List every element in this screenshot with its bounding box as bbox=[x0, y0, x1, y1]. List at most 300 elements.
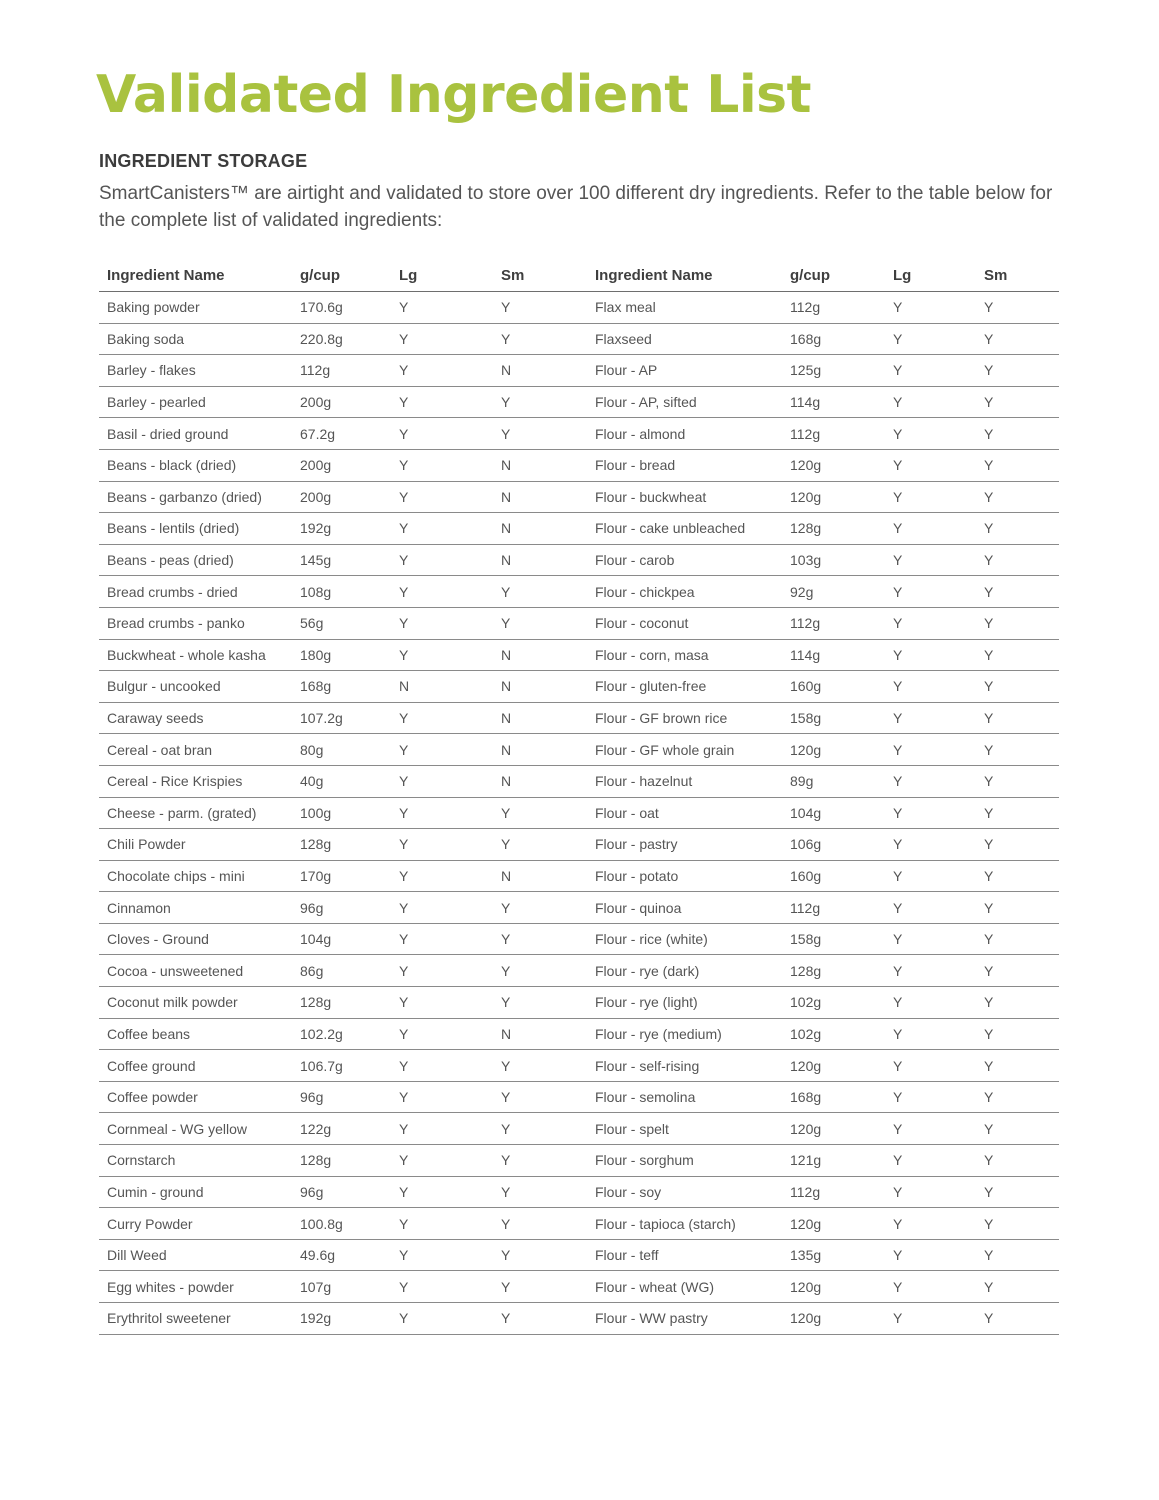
table-row bbox=[99, 955, 1059, 987]
ingredient-name-cell: Flour - GF whole grain bbox=[587, 734, 782, 766]
small-canister-cell: Y bbox=[976, 513, 1059, 545]
large-canister-cell: Y bbox=[885, 923, 976, 955]
ingredient-name-cell: Cornmeal - WG yellow bbox=[99, 1113, 292, 1145]
small-canister-cell: Y bbox=[493, 987, 587, 1019]
table-row bbox=[99, 576, 1059, 608]
grams-per-cup-cell: 200g bbox=[292, 386, 391, 418]
large-canister-cell: Y bbox=[391, 544, 493, 576]
ingredient-name-cell: Flour - almond bbox=[587, 418, 782, 450]
small-canister-cell: N bbox=[493, 734, 587, 766]
grams-per-cup-cell: 120g bbox=[782, 1208, 885, 1240]
small-canister-cell: N bbox=[493, 860, 587, 892]
header-ingredient-name: Ingredient Name bbox=[99, 260, 292, 292]
ingredient-name-cell: Dill Weed bbox=[99, 1239, 292, 1271]
small-canister-cell: Y bbox=[976, 576, 1059, 608]
large-canister-cell: Y bbox=[885, 386, 976, 418]
large-canister-cell: Y bbox=[885, 1239, 976, 1271]
grams-per-cup-cell: 100g bbox=[292, 797, 391, 829]
grams-per-cup-cell: 168g bbox=[782, 1081, 885, 1113]
ingredient-name-cell: Flour - cake unbleached bbox=[587, 513, 782, 545]
small-canister-cell: Y bbox=[493, 607, 587, 639]
large-canister-cell: Y bbox=[885, 355, 976, 387]
table-row bbox=[99, 829, 1059, 861]
table-row bbox=[99, 323, 1059, 355]
large-canister-cell: Y bbox=[885, 607, 976, 639]
grams-per-cup-cell: 200g bbox=[292, 481, 391, 513]
ingredient-name-cell: Cinnamon bbox=[99, 892, 292, 924]
small-canister-cell: Y bbox=[976, 639, 1059, 671]
large-canister-cell: Y bbox=[885, 1145, 976, 1177]
large-canister-cell: Y bbox=[391, 1018, 493, 1050]
small-canister-cell: N bbox=[493, 481, 587, 513]
large-canister-cell: Y bbox=[885, 1176, 976, 1208]
grams-per-cup-cell: 106.7g bbox=[292, 1050, 391, 1082]
large-canister-cell: Y bbox=[885, 1018, 976, 1050]
table-row bbox=[99, 702, 1059, 734]
ingredient-name-cell: Flour - buckwheat bbox=[587, 481, 782, 513]
small-canister-cell: Y bbox=[976, 987, 1059, 1019]
ingredient-name-cell: Bread crumbs - panko bbox=[99, 607, 292, 639]
grams-per-cup-cell: 158g bbox=[782, 923, 885, 955]
ingredient-name-cell: Coffee powder bbox=[99, 1081, 292, 1113]
small-canister-cell: N bbox=[493, 449, 587, 481]
large-canister-cell: Y bbox=[885, 513, 976, 545]
large-canister-cell: Y bbox=[885, 323, 976, 355]
table-row bbox=[99, 639, 1059, 671]
grams-per-cup-cell: 170.6g bbox=[292, 292, 391, 324]
ingredient-name-cell: Flour - chickpea bbox=[587, 576, 782, 608]
grams-per-cup-cell: 112g bbox=[782, 607, 885, 639]
large-canister-cell: Y bbox=[885, 955, 976, 987]
grams-per-cup-cell: 200g bbox=[292, 449, 391, 481]
table-row bbox=[99, 923, 1059, 955]
header-small: Sm bbox=[493, 260, 587, 292]
small-canister-cell: Y bbox=[493, 923, 587, 955]
large-canister-cell: Y bbox=[391, 860, 493, 892]
header-large: Lg bbox=[391, 260, 493, 292]
ingredient-name-cell: Flour - potato bbox=[587, 860, 782, 892]
small-canister-cell: Y bbox=[493, 1113, 587, 1145]
grams-per-cup-cell: 112g bbox=[292, 355, 391, 387]
large-canister-cell: Y bbox=[885, 765, 976, 797]
ingredient-name-cell: Flour - rye (dark) bbox=[587, 955, 782, 987]
small-canister-cell: Y bbox=[493, 1176, 587, 1208]
small-canister-cell: Y bbox=[976, 671, 1059, 703]
large-canister-cell: Y bbox=[885, 797, 976, 829]
small-canister-cell: Y bbox=[976, 1018, 1059, 1050]
grams-per-cup-cell: 40g bbox=[292, 765, 391, 797]
page-title: Validated Ingredient List bbox=[96, 65, 811, 125]
small-canister-cell: Y bbox=[493, 797, 587, 829]
large-canister-cell: Y bbox=[885, 481, 976, 513]
small-canister-cell: N bbox=[493, 355, 587, 387]
ingredient-name-cell: Baking soda bbox=[99, 323, 292, 355]
header-ingredient-name: Ingredient Name bbox=[587, 260, 782, 292]
small-canister-cell: Y bbox=[976, 829, 1059, 861]
ingredient-name-cell: Beans - black (dried) bbox=[99, 449, 292, 481]
ingredient-name-cell: Bread crumbs - dried bbox=[99, 576, 292, 608]
ingredient-name-cell: Cheese - parm. (grated) bbox=[99, 797, 292, 829]
ingredient-name-cell: Chocolate chips - mini bbox=[99, 860, 292, 892]
large-canister-cell: Y bbox=[391, 955, 493, 987]
grams-per-cup-cell: 104g bbox=[782, 797, 885, 829]
grams-per-cup-cell: 168g bbox=[782, 323, 885, 355]
grams-per-cup-cell: 121g bbox=[782, 1145, 885, 1177]
table-row bbox=[99, 386, 1059, 418]
small-canister-cell: Y bbox=[976, 702, 1059, 734]
ingredient-table bbox=[99, 260, 1059, 1335]
grams-per-cup-cell: 112g bbox=[782, 892, 885, 924]
ingredient-name-cell: Cocoa - unsweetened bbox=[99, 955, 292, 987]
large-canister-cell: Y bbox=[885, 544, 976, 576]
ingredient-name-cell: Flour - hazelnut bbox=[587, 765, 782, 797]
large-canister-cell: Y bbox=[391, 1113, 493, 1145]
grams-per-cup-cell: 49.6g bbox=[292, 1239, 391, 1271]
grams-per-cup-cell: 114g bbox=[782, 639, 885, 671]
small-canister-cell: N bbox=[493, 544, 587, 576]
grams-per-cup-cell: 160g bbox=[782, 671, 885, 703]
large-canister-cell: Y bbox=[391, 1145, 493, 1177]
large-canister-cell: Y bbox=[885, 987, 976, 1019]
grams-per-cup-cell: 120g bbox=[782, 734, 885, 766]
large-canister-cell: Y bbox=[391, 292, 493, 324]
small-canister-cell: Y bbox=[976, 418, 1059, 450]
table-row bbox=[99, 1113, 1059, 1145]
ingredient-name-cell: Flour - bread bbox=[587, 449, 782, 481]
small-canister-cell: Y bbox=[976, 607, 1059, 639]
small-canister-cell: Y bbox=[976, 765, 1059, 797]
small-canister-cell: N bbox=[493, 513, 587, 545]
ingredient-name-cell: Flour - rice (white) bbox=[587, 923, 782, 955]
ingredient-name-cell: Flour - coconut bbox=[587, 607, 782, 639]
grams-per-cup-cell: 102g bbox=[782, 1018, 885, 1050]
large-canister-cell: Y bbox=[391, 923, 493, 955]
small-canister-cell: Y bbox=[493, 323, 587, 355]
ingredient-name-cell: Flour - tapioca (starch) bbox=[587, 1208, 782, 1240]
small-canister-cell: Y bbox=[493, 1208, 587, 1240]
ingredient-name-cell: Chili Powder bbox=[99, 829, 292, 861]
large-canister-cell: Y bbox=[391, 323, 493, 355]
table-row bbox=[99, 1239, 1059, 1271]
ingredient-name-cell: Flaxseed bbox=[587, 323, 782, 355]
large-canister-cell: Y bbox=[885, 702, 976, 734]
table-row bbox=[99, 892, 1059, 924]
grams-per-cup-cell: 107g bbox=[292, 1271, 391, 1303]
small-canister-cell: N bbox=[493, 671, 587, 703]
small-canister-cell: Y bbox=[493, 576, 587, 608]
small-canister-cell: Y bbox=[493, 1145, 587, 1177]
grams-per-cup-cell: 180g bbox=[292, 639, 391, 671]
large-canister-cell: Y bbox=[885, 1050, 976, 1082]
table-row bbox=[99, 1176, 1059, 1208]
ingredient-name-cell: Flour - semolina bbox=[587, 1081, 782, 1113]
table-row bbox=[99, 481, 1059, 513]
large-canister-cell: Y bbox=[391, 418, 493, 450]
ingredient-name-cell: Caraway seeds bbox=[99, 702, 292, 734]
ingredient-name-cell: Flour - teff bbox=[587, 1239, 782, 1271]
ingredient-name-cell: Flour - WW pastry bbox=[587, 1303, 782, 1335]
large-canister-cell: Y bbox=[885, 1113, 976, 1145]
grams-per-cup-cell: 112g bbox=[782, 292, 885, 324]
ingredient-name-cell: Barley - flakes bbox=[99, 355, 292, 387]
table-row bbox=[99, 292, 1059, 324]
header-row bbox=[99, 260, 1059, 292]
small-canister-cell: Y bbox=[493, 1081, 587, 1113]
grams-per-cup-cell: 128g bbox=[782, 513, 885, 545]
small-canister-cell: Y bbox=[493, 386, 587, 418]
small-canister-cell: Y bbox=[976, 1113, 1059, 1145]
large-canister-cell: Y bbox=[391, 765, 493, 797]
small-canister-cell: Y bbox=[493, 892, 587, 924]
ingredient-name-cell: Beans - garbanzo (dried) bbox=[99, 481, 292, 513]
table-row bbox=[99, 513, 1059, 545]
ingredient-name-cell: Cloves - Ground bbox=[99, 923, 292, 955]
ingredient-name-cell: Flour - AP, sifted bbox=[587, 386, 782, 418]
small-canister-cell: Y bbox=[976, 481, 1059, 513]
grams-per-cup-cell: 102.2g bbox=[292, 1018, 391, 1050]
large-canister-cell: Y bbox=[391, 513, 493, 545]
small-canister-cell: Y bbox=[976, 355, 1059, 387]
small-canister-cell: Y bbox=[493, 1239, 587, 1271]
grams-per-cup-cell: 128g bbox=[292, 829, 391, 861]
ingredient-name-cell: Flour - AP bbox=[587, 355, 782, 387]
table-row bbox=[99, 987, 1059, 1019]
ingredient-name-cell: Beans - lentils (dried) bbox=[99, 513, 292, 545]
grams-per-cup-cell: 220.8g bbox=[292, 323, 391, 355]
small-canister-cell: Y bbox=[493, 418, 587, 450]
large-canister-cell: Y bbox=[391, 355, 493, 387]
large-canister-cell: Y bbox=[391, 734, 493, 766]
small-canister-cell: N bbox=[493, 1018, 587, 1050]
table-row bbox=[99, 418, 1059, 450]
ingredient-name-cell: Cereal - oat bran bbox=[99, 734, 292, 766]
grams-per-cup-cell: 96g bbox=[292, 1176, 391, 1208]
grams-per-cup-cell: 112g bbox=[782, 1176, 885, 1208]
ingredient-name-cell: Coffee ground bbox=[99, 1050, 292, 1082]
ingredient-name-cell: Flour - gluten-free bbox=[587, 671, 782, 703]
large-canister-cell: Y bbox=[885, 860, 976, 892]
small-canister-cell: Y bbox=[976, 797, 1059, 829]
ingredient-name-cell: Flour - GF brown rice bbox=[587, 702, 782, 734]
large-canister-cell: Y bbox=[391, 1208, 493, 1240]
table-row bbox=[99, 1018, 1059, 1050]
large-canister-cell: N bbox=[391, 671, 493, 703]
table-row bbox=[99, 860, 1059, 892]
small-canister-cell: Y bbox=[976, 1271, 1059, 1303]
grams-per-cup-cell: 96g bbox=[292, 892, 391, 924]
header-small: Sm bbox=[976, 260, 1059, 292]
ingredient-name-cell: Flour - sorghum bbox=[587, 1145, 782, 1177]
grams-per-cup-cell: 158g bbox=[782, 702, 885, 734]
small-canister-cell: Y bbox=[976, 544, 1059, 576]
intro-paragraph: SmartCanisters™ are airtight and validated to store over 100 different dry ingredients. Refer to the table below for the complete list of validated ingredients: bbox=[99, 183, 1053, 231]
large-canister-cell: Y bbox=[885, 449, 976, 481]
grams-per-cup-cell: 160g bbox=[782, 860, 885, 892]
large-canister-cell: Y bbox=[391, 639, 493, 671]
large-canister-cell: Y bbox=[391, 1271, 493, 1303]
large-canister-cell: Y bbox=[885, 1303, 976, 1335]
ingredient-name-cell: Erythritol sweetener bbox=[99, 1303, 292, 1335]
ingredient-name-cell: Flour - soy bbox=[587, 1176, 782, 1208]
grams-per-cup-cell: 103g bbox=[782, 544, 885, 576]
ingredient-name-cell: Basil - dried ground bbox=[99, 418, 292, 450]
small-canister-cell: Y bbox=[976, 292, 1059, 324]
table-row bbox=[99, 1271, 1059, 1303]
ingredient-name-cell: Coffee beans bbox=[99, 1018, 292, 1050]
small-canister-cell: Y bbox=[493, 829, 587, 861]
large-canister-cell: Y bbox=[885, 576, 976, 608]
small-canister-cell: Y bbox=[976, 923, 1059, 955]
ingredient-name-cell: Barley - pearled bbox=[99, 386, 292, 418]
grams-per-cup-cell: 128g bbox=[292, 1145, 391, 1177]
large-canister-cell: Y bbox=[391, 481, 493, 513]
ingredient-name-cell: Egg whites - powder bbox=[99, 1271, 292, 1303]
grams-per-cup-cell: 120g bbox=[782, 1303, 885, 1335]
grams-per-cup-cell: 89g bbox=[782, 765, 885, 797]
large-canister-cell: Y bbox=[885, 1271, 976, 1303]
grams-per-cup-cell: 104g bbox=[292, 923, 391, 955]
large-canister-cell: Y bbox=[391, 702, 493, 734]
ingredient-name-cell: Flour - quinoa bbox=[587, 892, 782, 924]
grams-per-cup-cell: 92g bbox=[782, 576, 885, 608]
small-canister-cell: N bbox=[493, 702, 587, 734]
grams-per-cup-cell: 67.2g bbox=[292, 418, 391, 450]
grams-per-cup-cell: 120g bbox=[782, 1271, 885, 1303]
ingredient-name-cell: Flour - pastry bbox=[587, 829, 782, 861]
small-canister-cell: N bbox=[493, 639, 587, 671]
table-row bbox=[99, 765, 1059, 797]
large-canister-cell: Y bbox=[391, 1050, 493, 1082]
table-row bbox=[99, 607, 1059, 639]
table-body bbox=[99, 292, 1059, 1335]
table-row bbox=[99, 1145, 1059, 1177]
table-row bbox=[99, 1081, 1059, 1113]
large-canister-cell: Y bbox=[391, 892, 493, 924]
grams-per-cup-cell: 120g bbox=[782, 1050, 885, 1082]
table-row bbox=[99, 544, 1059, 576]
grams-per-cup-cell: 120g bbox=[782, 481, 885, 513]
grams-per-cup-cell: 120g bbox=[782, 449, 885, 481]
small-canister-cell: Y bbox=[976, 1050, 1059, 1082]
large-canister-cell: Y bbox=[885, 734, 976, 766]
grams-per-cup-cell: 120g bbox=[782, 1113, 885, 1145]
small-canister-cell: Y bbox=[493, 292, 587, 324]
small-canister-cell: Y bbox=[976, 955, 1059, 987]
small-canister-cell: Y bbox=[976, 1176, 1059, 1208]
grams-per-cup-cell: 112g bbox=[782, 418, 885, 450]
ingredient-name-cell: Cornstarch bbox=[99, 1145, 292, 1177]
grams-per-cup-cell: 86g bbox=[292, 955, 391, 987]
large-canister-cell: Y bbox=[885, 671, 976, 703]
small-canister-cell: Y bbox=[976, 1208, 1059, 1240]
section-heading: INGREDIENT STORAGE bbox=[99, 151, 308, 171]
ingredient-name-cell: Flour - rye (medium) bbox=[587, 1018, 782, 1050]
table-row bbox=[99, 734, 1059, 766]
grams-per-cup-cell: 128g bbox=[292, 987, 391, 1019]
ingredient-name-cell: Flour - wheat (WG) bbox=[587, 1271, 782, 1303]
table-row bbox=[99, 1050, 1059, 1082]
large-canister-cell: Y bbox=[885, 829, 976, 861]
small-canister-cell: Y bbox=[976, 1145, 1059, 1177]
large-canister-cell: Y bbox=[391, 797, 493, 829]
table-row bbox=[99, 355, 1059, 387]
header-g-per-cup: g/cup bbox=[782, 260, 885, 292]
small-canister-cell: Y bbox=[493, 1303, 587, 1335]
grams-per-cup-cell: 192g bbox=[292, 513, 391, 545]
ingredient-name-cell: Flour - self-rising bbox=[587, 1050, 782, 1082]
grams-per-cup-cell: 192g bbox=[292, 1303, 391, 1335]
header-g-per-cup: g/cup bbox=[292, 260, 391, 292]
small-canister-cell: Y bbox=[976, 1081, 1059, 1113]
ingredient-name-cell: Flour - carob bbox=[587, 544, 782, 576]
grams-per-cup-cell: 56g bbox=[292, 607, 391, 639]
large-canister-cell: Y bbox=[885, 1081, 976, 1113]
small-canister-cell: Y bbox=[493, 1271, 587, 1303]
grams-per-cup-cell: 128g bbox=[782, 955, 885, 987]
small-canister-cell: Y bbox=[493, 1050, 587, 1082]
table-row bbox=[99, 1303, 1059, 1335]
small-canister-cell: Y bbox=[976, 386, 1059, 418]
table-row bbox=[99, 671, 1059, 703]
grams-per-cup-cell: 106g bbox=[782, 829, 885, 861]
large-canister-cell: Y bbox=[885, 639, 976, 671]
large-canister-cell: Y bbox=[885, 292, 976, 324]
grams-per-cup-cell: 100.8g bbox=[292, 1208, 391, 1240]
table-header bbox=[99, 260, 1059, 292]
grams-per-cup-cell: 125g bbox=[782, 355, 885, 387]
ingredient-name-cell: Flour - spelt bbox=[587, 1113, 782, 1145]
grams-per-cup-cell: 114g bbox=[782, 386, 885, 418]
large-canister-cell: Y bbox=[391, 607, 493, 639]
small-canister-cell: Y bbox=[976, 323, 1059, 355]
ingredient-name-cell: Baking powder bbox=[99, 292, 292, 324]
grams-per-cup-cell: 145g bbox=[292, 544, 391, 576]
grams-per-cup-cell: 102g bbox=[782, 987, 885, 1019]
small-canister-cell: Y bbox=[976, 892, 1059, 924]
grams-per-cup-cell: 107.2g bbox=[292, 702, 391, 734]
grams-per-cup-cell: 96g bbox=[292, 1081, 391, 1113]
ingredient-name-cell: Flour - rye (light) bbox=[587, 987, 782, 1019]
ingredient-name-cell: Coconut milk powder bbox=[99, 987, 292, 1019]
large-canister-cell: Y bbox=[391, 829, 493, 861]
small-canister-cell: Y bbox=[976, 860, 1059, 892]
small-canister-cell: Y bbox=[976, 449, 1059, 481]
ingredient-name-cell: Bulgur - uncooked bbox=[99, 671, 292, 703]
table-row bbox=[99, 1208, 1059, 1240]
ingredient-name-cell: Flour - corn, masa bbox=[587, 639, 782, 671]
large-canister-cell: Y bbox=[391, 1239, 493, 1271]
large-canister-cell: Y bbox=[885, 892, 976, 924]
grams-per-cup-cell: 122g bbox=[292, 1113, 391, 1145]
large-canister-cell: Y bbox=[391, 576, 493, 608]
large-canister-cell: Y bbox=[885, 418, 976, 450]
small-canister-cell: Y bbox=[976, 1303, 1059, 1335]
grams-per-cup-cell: 168g bbox=[292, 671, 391, 703]
ingredient-name-cell: Cereal - Rice Krispies bbox=[99, 765, 292, 797]
ingredient-name-cell: Curry Powder bbox=[99, 1208, 292, 1240]
large-canister-cell: Y bbox=[391, 1081, 493, 1113]
grams-per-cup-cell: 80g bbox=[292, 734, 391, 766]
small-canister-cell: N bbox=[493, 765, 587, 797]
large-canister-cell: Y bbox=[391, 987, 493, 1019]
ingredient-name-cell: Buckwheat - whole kasha bbox=[99, 639, 292, 671]
small-canister-cell: Y bbox=[976, 734, 1059, 766]
small-canister-cell: Y bbox=[493, 955, 587, 987]
ingredient-name-cell: Flour - oat bbox=[587, 797, 782, 829]
large-canister-cell: Y bbox=[885, 1208, 976, 1240]
large-canister-cell: Y bbox=[391, 1176, 493, 1208]
ingredient-name-cell: Flax meal bbox=[587, 292, 782, 324]
